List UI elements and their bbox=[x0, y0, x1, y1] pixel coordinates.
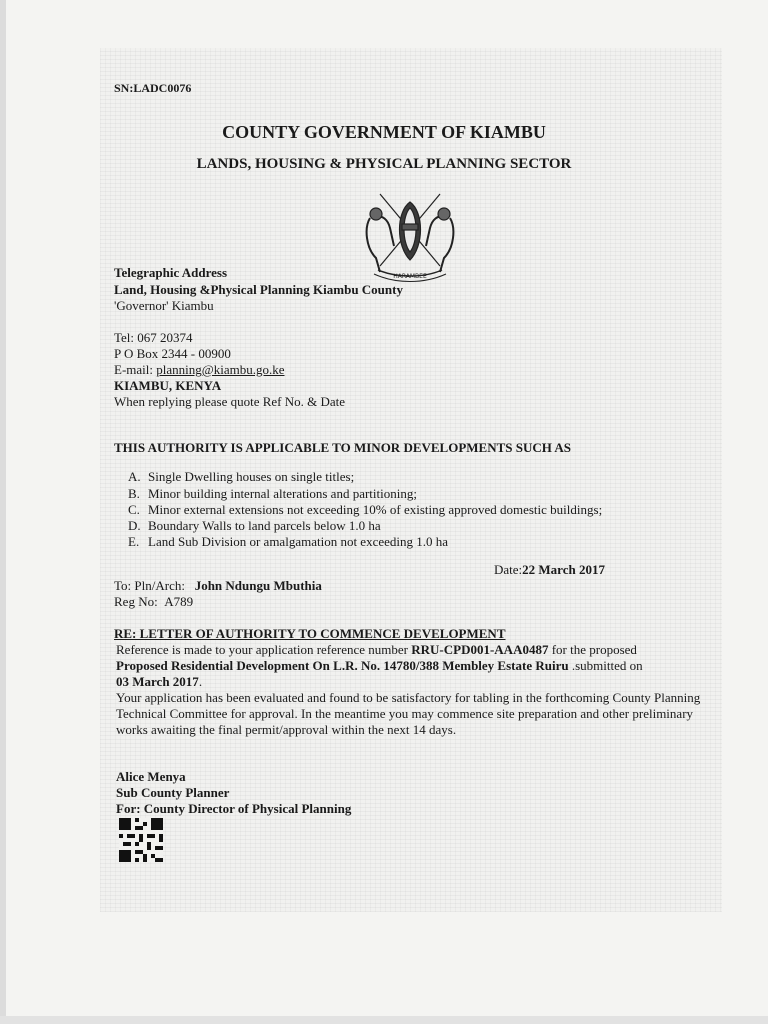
reg-label: Reg No: bbox=[114, 594, 158, 609]
submitted-date-line bbox=[116, 674, 202, 690]
project-line bbox=[116, 658, 643, 674]
date-label: Date: bbox=[494, 562, 523, 577]
recipient-line bbox=[114, 578, 322, 594]
item-letter: A. bbox=[128, 469, 141, 484]
letter-body: Your application has been evaluated and found to be satisfactory for tabling in the forthcoming County Planning Technical Committee for approval. In the meantime you may commence site preparation and other preliminary works awaiting the final permit/approval within the next 14 days. bbox=[116, 690, 701, 737]
ref-intro: Reference is made to your application reference number bbox=[116, 642, 412, 657]
email-line bbox=[114, 362, 284, 378]
signatory-name: Alice Menya bbox=[116, 769, 186, 784]
recipient-name: John Ndungu Mbuthia bbox=[194, 578, 322, 593]
item-letter: D. bbox=[128, 518, 141, 533]
po-box: P O Box 2344 - 00900 bbox=[114, 346, 231, 361]
governor-line: 'Governor' Kiambu bbox=[114, 298, 214, 313]
reply-note: When replying please quote Ref No. & Date bbox=[114, 394, 346, 409]
registration-line bbox=[114, 594, 193, 610]
authority-item bbox=[128, 534, 448, 550]
coat-of-arms-emblem bbox=[356, 188, 464, 284]
authority-item bbox=[128, 518, 381, 534]
subject-line: RE: LETTER OF AUTHORITY TO COMMENCE DEVELOPMENT bbox=[114, 626, 506, 641]
serial-number: SN:LADC0076 bbox=[114, 81, 192, 95]
signatory-title: Sub County Planner bbox=[116, 785, 230, 800]
telegraphic-line: Land, Housing &Physical Planning Kiambu County bbox=[114, 282, 403, 297]
document-subtitle: LANDS, HOUSING & PHYSICAL PLANNING SECTOR bbox=[196, 156, 572, 172]
item-text: Minor building internal alterations and partitioning; bbox=[148, 486, 417, 501]
qr-code-image bbox=[119, 818, 163, 862]
paper-edge bbox=[0, 0, 6, 1024]
ref-number: RRU-CPD001-AAA0487 bbox=[411, 642, 549, 657]
submitted-end: . bbox=[198, 674, 203, 689]
document-title: COUNTY GOVERNMENT OF KIAMBU bbox=[222, 122, 546, 142]
country-line: KIAMBU, KENYA bbox=[114, 378, 222, 393]
authority-item bbox=[128, 486, 417, 502]
authority-item bbox=[128, 469, 354, 485]
ref-after: for the proposed bbox=[548, 642, 637, 657]
to-label: To: Pln/Arch: bbox=[114, 578, 185, 593]
item-letter: C. bbox=[128, 502, 140, 517]
email-link[interactable]: planning@kiambu.go.ke bbox=[156, 362, 285, 377]
authority-heading: THIS AUTHORITY IS APPLICABLE TO MINOR DEVELOPMENTS SUCH AS bbox=[114, 440, 572, 455]
submitted-date: 03 March 2017 bbox=[116, 674, 199, 689]
authority-item bbox=[128, 502, 602, 518]
submitted-text: .submitted on bbox=[568, 658, 643, 673]
signatory-for: For: County Director of Physical Planning bbox=[116, 801, 352, 816]
reference-line bbox=[116, 642, 637, 658]
paper-bottom-edge bbox=[0, 1016, 768, 1024]
crest-motto: HARAMBEE bbox=[393, 273, 427, 280]
project-name: Proposed Residential Development On L.R. No. 14780/388 Membley Estate Ruiru bbox=[116, 658, 569, 673]
telephone: Tel: 067 20374 bbox=[114, 330, 193, 345]
item-text: Single Dwelling houses on single titles; bbox=[148, 469, 355, 484]
email-label: E-mail: bbox=[114, 362, 157, 377]
item-text: Land Sub Division or amalgamation not exceeding 1.0 ha bbox=[148, 534, 449, 549]
item-letter: B. bbox=[128, 486, 140, 501]
telegraphic-label: Telegraphic Address bbox=[114, 265, 228, 280]
item-text: Minor external extensions not exceeding 10% of existing approved domestic buildings; bbox=[148, 502, 603, 517]
reg-number: A789 bbox=[164, 594, 194, 609]
item-letter: E. bbox=[128, 534, 140, 549]
letter-date bbox=[494, 562, 605, 578]
date-value: 22 March 2017 bbox=[522, 562, 605, 577]
item-text: Boundary Walls to land parcels below 1.0 ha bbox=[148, 518, 381, 533]
